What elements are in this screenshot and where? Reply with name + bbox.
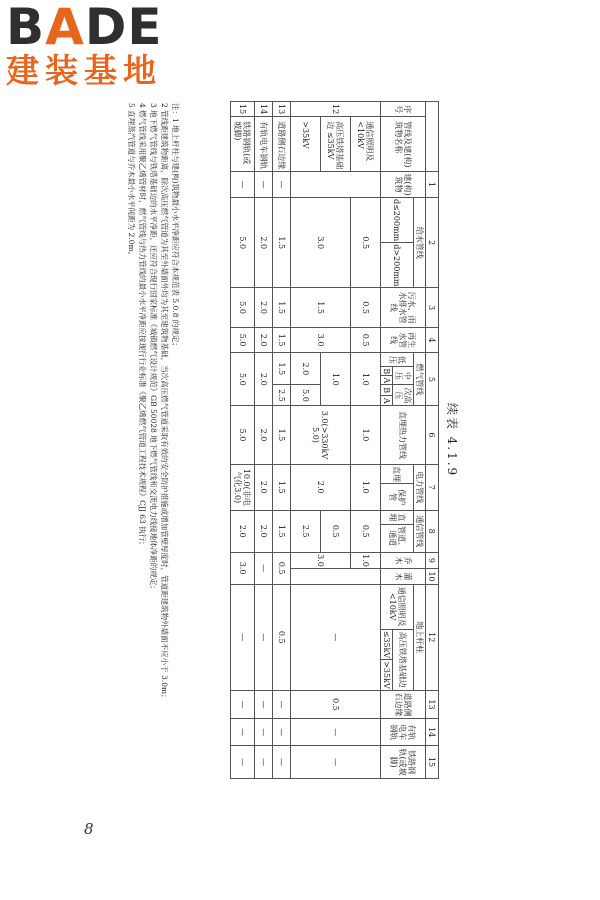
page-number: 8 xyxy=(84,820,94,838)
col-num: 6 xyxy=(426,406,439,464)
col-num: 13 xyxy=(426,690,439,719)
cell: — xyxy=(231,172,255,198)
brand-subtitle: 建装基地 xyxy=(6,51,162,90)
corner-cell xyxy=(426,102,439,172)
cell: — xyxy=(291,719,381,746)
cell: 1.5 xyxy=(273,510,291,552)
header-pole-comm: 通信照明及<10kV xyxy=(381,584,414,629)
header-seq: 序号 xyxy=(381,102,426,117)
cell: 2.5 xyxy=(273,385,291,406)
cell: 5.0 xyxy=(231,353,255,406)
cell: 1.5 xyxy=(291,288,351,327)
cell: — xyxy=(231,719,255,746)
header-heat: 直埋热力管线 xyxy=(381,406,426,464)
cell: 0.5 xyxy=(273,552,291,584)
cell: 3.0 xyxy=(231,552,255,584)
row-name: 高压铁塔基础边 ≤35kV xyxy=(321,117,351,172)
note-line: 4 燃气管线采用聚乙烯管材时，燃气管线与热力管线的最小水平净距应按现行行业标准《聚乙烯燃气管道工程技术规程》CJJ 63 执行； xyxy=(138,103,147,549)
cell: 0.5 xyxy=(351,288,381,327)
cell xyxy=(291,569,381,584)
note-line: 注：1 地上杆柱与建(构)筑物最小水平净距应符合本规范表 5.0.8 的规定； xyxy=(171,103,180,350)
cell: 5.0 xyxy=(231,327,255,353)
cell: 1.5 xyxy=(273,406,291,464)
cell: 3.0 xyxy=(291,552,351,569)
header-comm-pipe: 管道、通道 xyxy=(381,524,414,552)
header-water: 给水管线 xyxy=(414,197,426,288)
cell: 10.0(非电气化3.0) xyxy=(231,464,255,510)
header-gas-low: 低压 xyxy=(381,353,414,367)
header-gas-sub-a: A xyxy=(381,396,393,406)
cell: — xyxy=(273,690,291,719)
row-seq: 12 xyxy=(291,102,381,117)
table-row xyxy=(273,102,291,779)
cell: 2.0 xyxy=(291,464,351,510)
header-gas-sub-b: B xyxy=(381,385,393,396)
brand-wordmark: BADE xyxy=(6,0,163,56)
cell: — xyxy=(255,584,273,690)
cell: 5.0 xyxy=(231,406,255,464)
note-line: 2 管线距建筑物距离，除次高压燃气管道为其至外墙面外均为其至建筑物基础，当次高压燃气管道采取有效的安全防护措施或增加管壁厚度时，管道距建筑物外墙面不应小于 3.0m； xyxy=(160,103,169,702)
header-comm: 通信管线 xyxy=(414,510,426,552)
header-power: 电力管线 xyxy=(414,464,426,510)
header-water-small: d≤200mm xyxy=(381,197,414,242)
table-row xyxy=(231,102,255,779)
column-number-row xyxy=(426,102,439,779)
col-num: 5 xyxy=(426,353,439,406)
row-seq: 14 xyxy=(255,102,273,117)
cell: 1.0 xyxy=(351,353,381,406)
cell: 1.5 xyxy=(273,288,291,327)
cell: 1.5 xyxy=(273,327,291,353)
table-caption: 续表 4.1.9 xyxy=(445,402,459,478)
cell: 0.5 xyxy=(273,584,291,690)
clearance-table xyxy=(230,101,439,779)
header-gas-mid-a: A xyxy=(382,377,391,384)
col-num: 8 xyxy=(426,510,439,552)
cell: — xyxy=(273,746,291,779)
cell: — xyxy=(291,746,381,779)
header-row-1 xyxy=(414,102,426,779)
cell: 2.0 xyxy=(255,327,273,353)
row-name: >35kV xyxy=(291,117,321,172)
cell: 2.0 xyxy=(255,510,273,552)
cell: — xyxy=(273,172,291,198)
header-power-protect: 保护管 xyxy=(381,484,414,511)
cell: 1.0 xyxy=(351,552,381,569)
header-comm-direct: 直埋 xyxy=(381,510,414,524)
header-water-large: d>200mm xyxy=(381,243,414,288)
header-gas-subhigh: 次高压 xyxy=(393,385,414,406)
row-seq: 15 xyxy=(231,102,255,117)
cell: 1.5 xyxy=(273,353,291,385)
header-shrub: 灌木 xyxy=(381,569,426,584)
table-row xyxy=(351,102,381,779)
cell: 3.0(>330kV 5.0) xyxy=(291,406,351,464)
cell: 1.0 xyxy=(351,464,381,510)
cell: 5.0 xyxy=(231,288,255,327)
cell: 0.5 xyxy=(321,510,351,552)
header-pole-tower: 高压铁塔基础边 xyxy=(393,629,414,690)
row-building xyxy=(291,172,381,198)
cell: 2.0 xyxy=(255,464,273,510)
cell: — xyxy=(231,746,255,779)
cell: 1.0 xyxy=(321,353,351,406)
cell: — xyxy=(255,552,273,584)
cell: 2.0 xyxy=(255,288,273,327)
table-notes xyxy=(126,103,181,779)
cell: — xyxy=(255,172,273,198)
cell: 2.0 xyxy=(255,197,273,288)
cell: — xyxy=(291,584,381,690)
cell: — xyxy=(231,690,255,719)
header-gas-mid: 中压 xyxy=(393,367,414,385)
header-gas-mid-b: B xyxy=(382,368,391,375)
header-name: 管线及建(构)筑物名称 xyxy=(381,117,426,172)
row-name: 铁路钢轨(或坡脚) xyxy=(231,117,255,172)
header-rail: 铁路钢轨(或坡脚) xyxy=(381,746,426,779)
cell: 0.5 xyxy=(351,510,381,552)
col-num: 12 xyxy=(426,584,439,690)
row-name: 通信照明及<10kV xyxy=(351,117,381,172)
cell: 2.0 xyxy=(255,406,273,464)
col-num: 14 xyxy=(426,719,439,746)
rotated-page xyxy=(97,99,499,781)
cell: 1.5 xyxy=(273,197,291,288)
col-num: 9 xyxy=(426,552,439,569)
header-building: 建(构)筑物 xyxy=(381,172,426,198)
header-pole-le35: ≤35kV xyxy=(382,630,391,659)
header-tram: 有轨电车钢轨 xyxy=(381,719,426,746)
col-num: 4 xyxy=(426,327,439,353)
cell: — xyxy=(255,746,273,779)
cell: 1.5 xyxy=(273,464,291,510)
cell: 1.0 xyxy=(351,406,381,464)
cell: 2.5 xyxy=(291,510,321,552)
cell: 5.0 xyxy=(231,197,255,288)
col-num: 7 xyxy=(426,464,439,510)
col-num: 1 xyxy=(426,172,439,198)
col-num: 10 xyxy=(426,569,439,584)
cell: 0.5 xyxy=(351,197,381,288)
col-num: 15 xyxy=(426,746,439,779)
row-name: 道路侧石边缘 xyxy=(273,117,291,172)
cell: 3.0 xyxy=(291,197,351,288)
row-name: 有轨电车钢轨 xyxy=(255,117,273,172)
cell: — xyxy=(255,719,273,746)
cell: 2.0 xyxy=(255,353,273,406)
rotated-content xyxy=(97,99,499,781)
cell: — xyxy=(255,690,273,719)
cell: 0.5 xyxy=(351,327,381,353)
col-num: 3 xyxy=(426,288,439,327)
row-seq: 13 xyxy=(273,102,291,117)
header-curb: 道路侧石边缘 xyxy=(381,690,426,719)
col-num: 2 xyxy=(426,197,439,288)
cell: 5.0 xyxy=(291,385,321,406)
header-pole: 地上杆柱 xyxy=(414,584,426,690)
cell: — xyxy=(231,584,255,690)
brand-logo xyxy=(6,2,181,92)
header-gas: 燃气管线 xyxy=(414,353,426,406)
header-sewage: 污水、雨水排水管线 xyxy=(381,288,426,327)
cell: 0.5 xyxy=(291,690,381,719)
cell: — xyxy=(273,719,291,746)
cell: 3.0 xyxy=(291,327,351,353)
table-row xyxy=(255,102,273,779)
header-pole-gt35: >35kV xyxy=(382,661,391,689)
cell: 2.0 xyxy=(231,510,255,552)
header-reclaimed: 再生水管线 xyxy=(381,327,426,353)
note-line: 3 地下燃气管线与铁塔基础边的水平净距，还应符合现行国家标准《城镇燃气设计规范》GB 50028 地下燃气管线和交流电力线接地体净距的规定； xyxy=(149,103,158,593)
cell: 2.0 xyxy=(291,353,321,385)
note-line: 5 直埋蒸汽管道与乔木最小水平间距为 2.0m。 xyxy=(127,103,136,260)
header-power-direct: 直埋 xyxy=(381,464,414,484)
header-tree: 乔木 xyxy=(381,552,426,569)
